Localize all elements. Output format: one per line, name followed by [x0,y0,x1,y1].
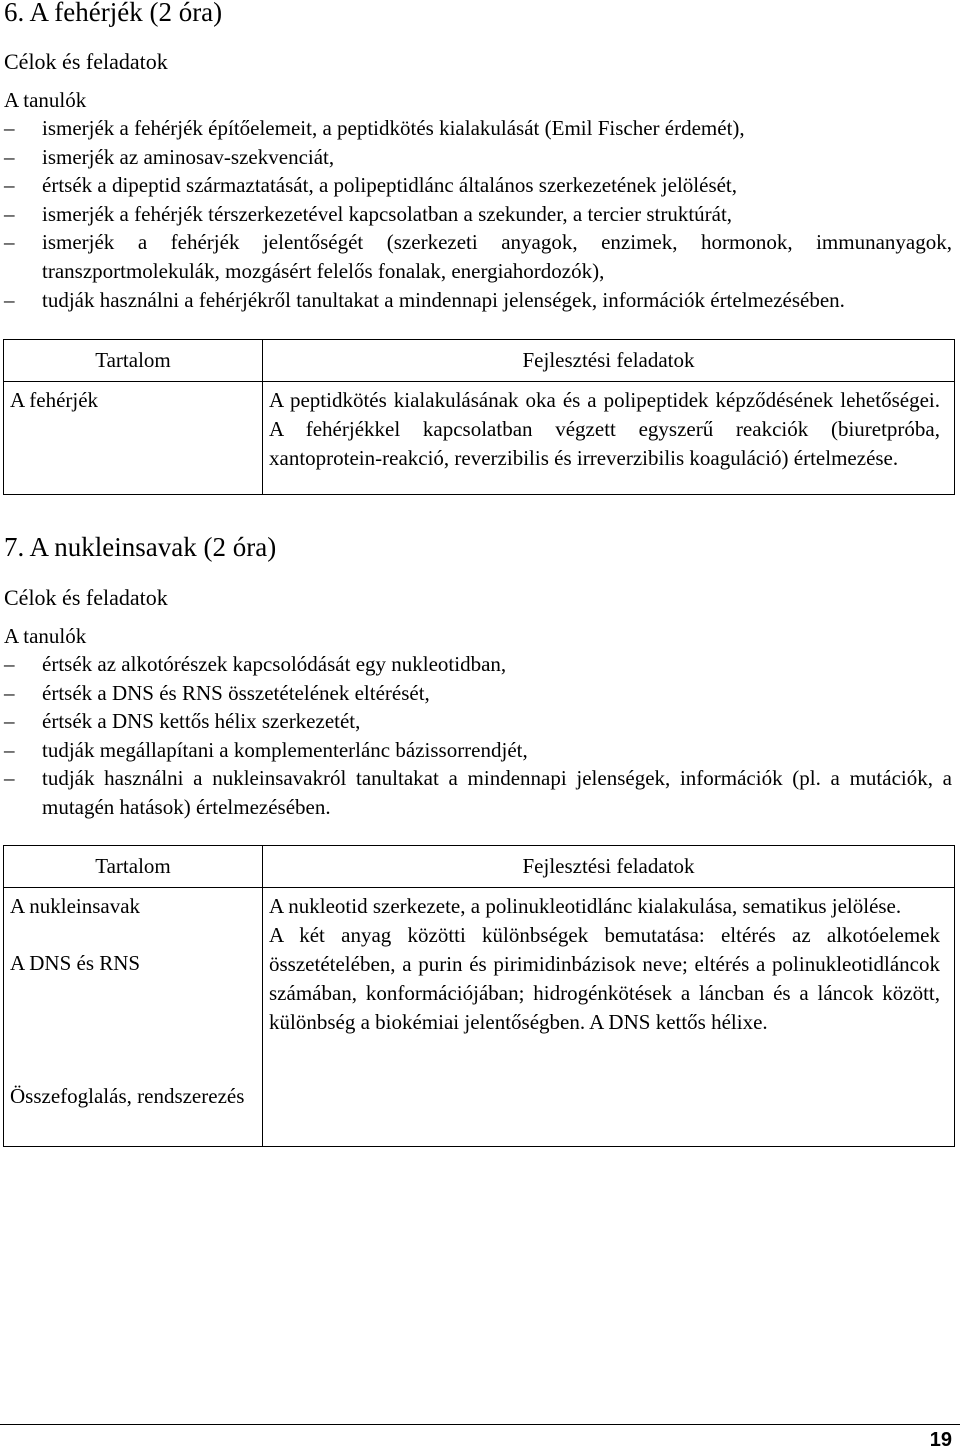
list-item: – értsék az alkotórészek kapcsolódását egy nukleotidban, [4,650,952,679]
section7-lead: A tanulók [4,624,87,648]
dash-icon: – [4,201,15,226]
section6-col-tasks-header: Fejlesztési feladatok [263,340,955,382]
dash-icon: – [4,230,15,255]
section6-lead: A tanulók [4,88,87,112]
section7-tasks-dna-rna: A két anyag közötti különbségek bemutatása: eltérés az alkotóelemek összetételében, a purin és pirimidinbázisok neve; eltérés a polinukleotidláncok számában, konformációjában; hidrogénkötések a láncban és a láncok között, különbség a biokémiai jelentőségben. A DNS kettős hélixe. [269,923,940,1034]
section7-goal-list [4,650,952,822]
section7-col-tasks-header: Fejlesztési feladatok [263,846,955,888]
list-item: – tudják megállapítani a komplementerlánc bázissorrendjét, [4,736,952,765]
list-item: – ismerjék a fehérjék jelentőségét (szerkezeti anyagok, enzimek, hormonok, immunanyagok, transzportmolekulák, mozgásért felelős fonalak, energiahordozók), [4,230,952,283]
list-item: – értsék a DNS és RNS összetételének eltérését, [4,679,952,708]
dash-icon: – [4,287,15,312]
section6-title: 6. A fehérjék (2 óra) [4,0,223,27]
dash-icon: – [4,680,15,705]
section7-table [3,845,955,1147]
section7-tasks-nucleotide: A nukleotid szerkezete, a polinukleotidlánc kialakulása, sematikus jelölése. [269,894,902,918]
section6-tasks-cell: A peptidkötés kialakulásának oka és a polipeptidek képződésének lehetőségei. A fehérjékkel kapcsolatban végzett egyszerű reakciók (biuretpróba, xantoprotein-reakció, reverzibilis és irreverzibilis koaguláció) értelmezése. [269,388,940,470]
section7-content-summary: Összefoglalás, rendszerezés [10,1084,245,1108]
section7-goals-heading: Célok és feladatok [4,585,168,610]
dash-icon: – [4,737,15,762]
list-item: – értsék a DNS kettős hélix szerkezetét, [4,707,952,736]
section6-goals-heading: Célok és feladatok [4,49,168,74]
section7-title: 7. A nukleinsavak (2 óra) [4,532,277,562]
list-item: – ismerjék a fehérjék térszerkezetével kapcsolatban a szekunder, a tercier struktúrát, [4,200,952,229]
section7-content-nucleic-acids: A nukleinsavak [10,894,141,918]
dash-icon: – [4,173,15,198]
page-number: 19 [929,1429,952,1451]
list-item: – tudják használni a fehérjékről tanultakat a mindennapi jelenségek, információk értelmezésében. [4,286,952,315]
list-item: – ismerjék a fehérjék építőelemeit, a peptidkötés kialakulását (Emil Fischer érdemét), [4,114,952,143]
list-item: – értsék a dipeptid származtatását, a polipeptidlánc általános szerkezetének jelölését, [4,171,952,200]
section7-content-dna-rna: A DNS és RNS [10,951,141,975]
dash-icon: – [4,116,15,140]
section6-table [3,339,955,495]
dash-icon: – [4,144,15,169]
dash-icon: – [4,652,15,676]
section7-col-content-header: Tartalom [4,846,263,888]
footer-rule [0,1424,960,1425]
section6-col-content-header: Tartalom [4,340,263,382]
dash-icon: – [4,709,15,734]
section6-content-cell: A fehérjék [10,388,99,412]
section6-goal-list [4,114,952,314]
list-item: – tudják használni a nukleinsavakról tanultakat a mindennapi jelenségek, információk (pl. a mutációk, a mutagén hatások) értelmezésében. [4,766,952,819]
list-item: – ismerjék az aminosav-szekvenciát, [4,143,952,172]
dash-icon: – [4,766,15,791]
